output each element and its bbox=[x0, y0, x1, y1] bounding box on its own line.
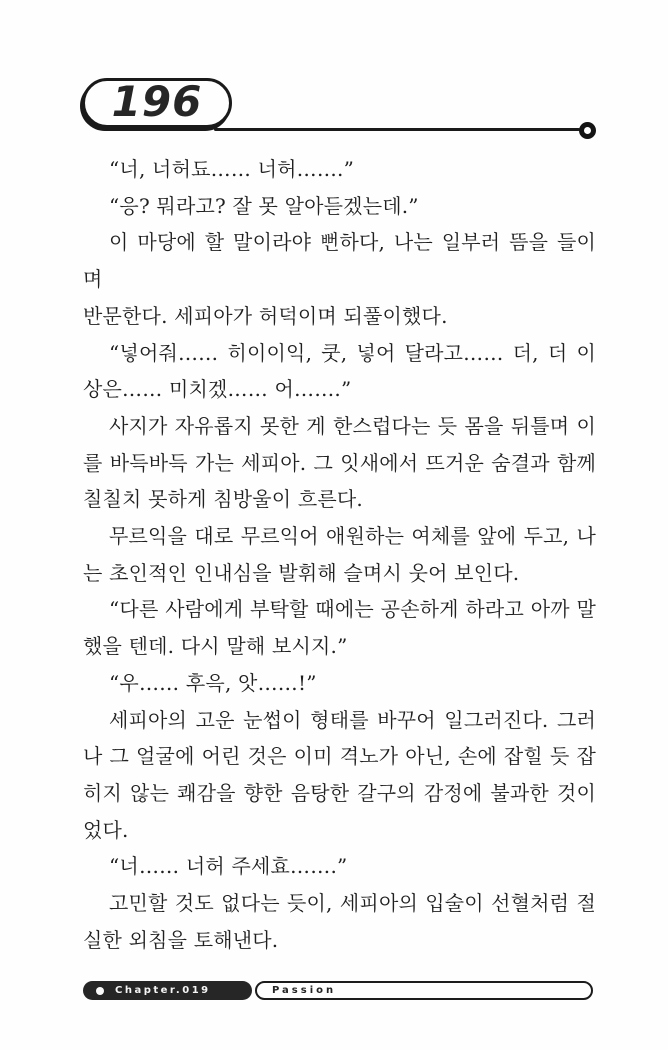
chapter-title-badge bbox=[255, 981, 593, 1000]
text-line: “넣어줘…… 히이이익, 쿳, 넣어 달라고…… 더, 더 이 bbox=[109, 340, 596, 365]
text-line: 실한 외침을 토해낸다. bbox=[83, 927, 279, 952]
header-line-end-ring-icon bbox=[579, 122, 596, 139]
page-number-badge bbox=[82, 78, 232, 128]
text-line: 나 그 얼굴에 어린 것은 이미 격노가 아닌, 손에 잡힐 듯 잡 bbox=[83, 744, 596, 769]
text-line: 상은…… 미치겠…… 어…….” bbox=[83, 377, 352, 402]
text-line: 사지가 자유롭지 못한 게 한스럽다는 듯 몸을 뒤틀며 이 bbox=[109, 413, 596, 438]
text-line: 는 초인적인 인내심을 발휘해 슬며시 웃어 보인다. bbox=[83, 560, 520, 585]
chapter-badge bbox=[83, 981, 252, 1000]
text-line: “너…… 너허 주세효…….” bbox=[109, 854, 348, 879]
text-line: “우…… 후윽, 앗……!” bbox=[109, 670, 317, 695]
text-line: 했을 텐데. 다시 말해 보시지.” bbox=[83, 634, 348, 659]
text-line: 히지 않는 쾌감을 향한 음탕한 갈구의 감정에 불과한 것이 bbox=[83, 780, 596, 805]
body-text bbox=[83, 151, 596, 958]
text-line: 이 마당에 할 말이라야 뻔하다, 나는 일부러 뜸을 들이며 bbox=[83, 230, 596, 292]
header-rule-line bbox=[214, 128, 580, 131]
text-line: 세피아의 고운 눈썹이 형태를 바꾸어 일그러진다. 그러 bbox=[109, 707, 596, 732]
text-line: 칠칠치 못하게 침방울이 흐른다. bbox=[83, 487, 363, 512]
text-line: “너, 너허됴…… 너허…….” bbox=[109, 157, 354, 181]
page-number: 196 bbox=[111, 76, 203, 126]
chapter-label: Chapter.019 bbox=[115, 984, 211, 996]
text-line: “응? 뭐라고? 잘 못 알아듣겠는데.” bbox=[109, 193, 419, 218]
text-line: 무르익을 대로 무르익어 애원하는 여체를 앞에 두고, 나 bbox=[109, 524, 596, 549]
text-line: 반문한다. 세피아가 허덕이며 되풀이했다. bbox=[83, 303, 448, 328]
text-line: 었다. bbox=[83, 817, 129, 842]
chapter-title-label: Passion bbox=[272, 984, 337, 996]
text-line: 고민할 것도 없다는 듯이, 세피아의 입술이 선혈처럼 절 bbox=[109, 891, 596, 916]
text-line: “다른 사람에게 부탁할 때에는 공손하게 하라고 아까 말 bbox=[109, 597, 596, 622]
bullet-dot-icon bbox=[96, 987, 104, 995]
text-line: 를 바득바득 가는 세피아. 그 잇새에서 뜨거운 숨결과 함께 bbox=[83, 450, 596, 475]
